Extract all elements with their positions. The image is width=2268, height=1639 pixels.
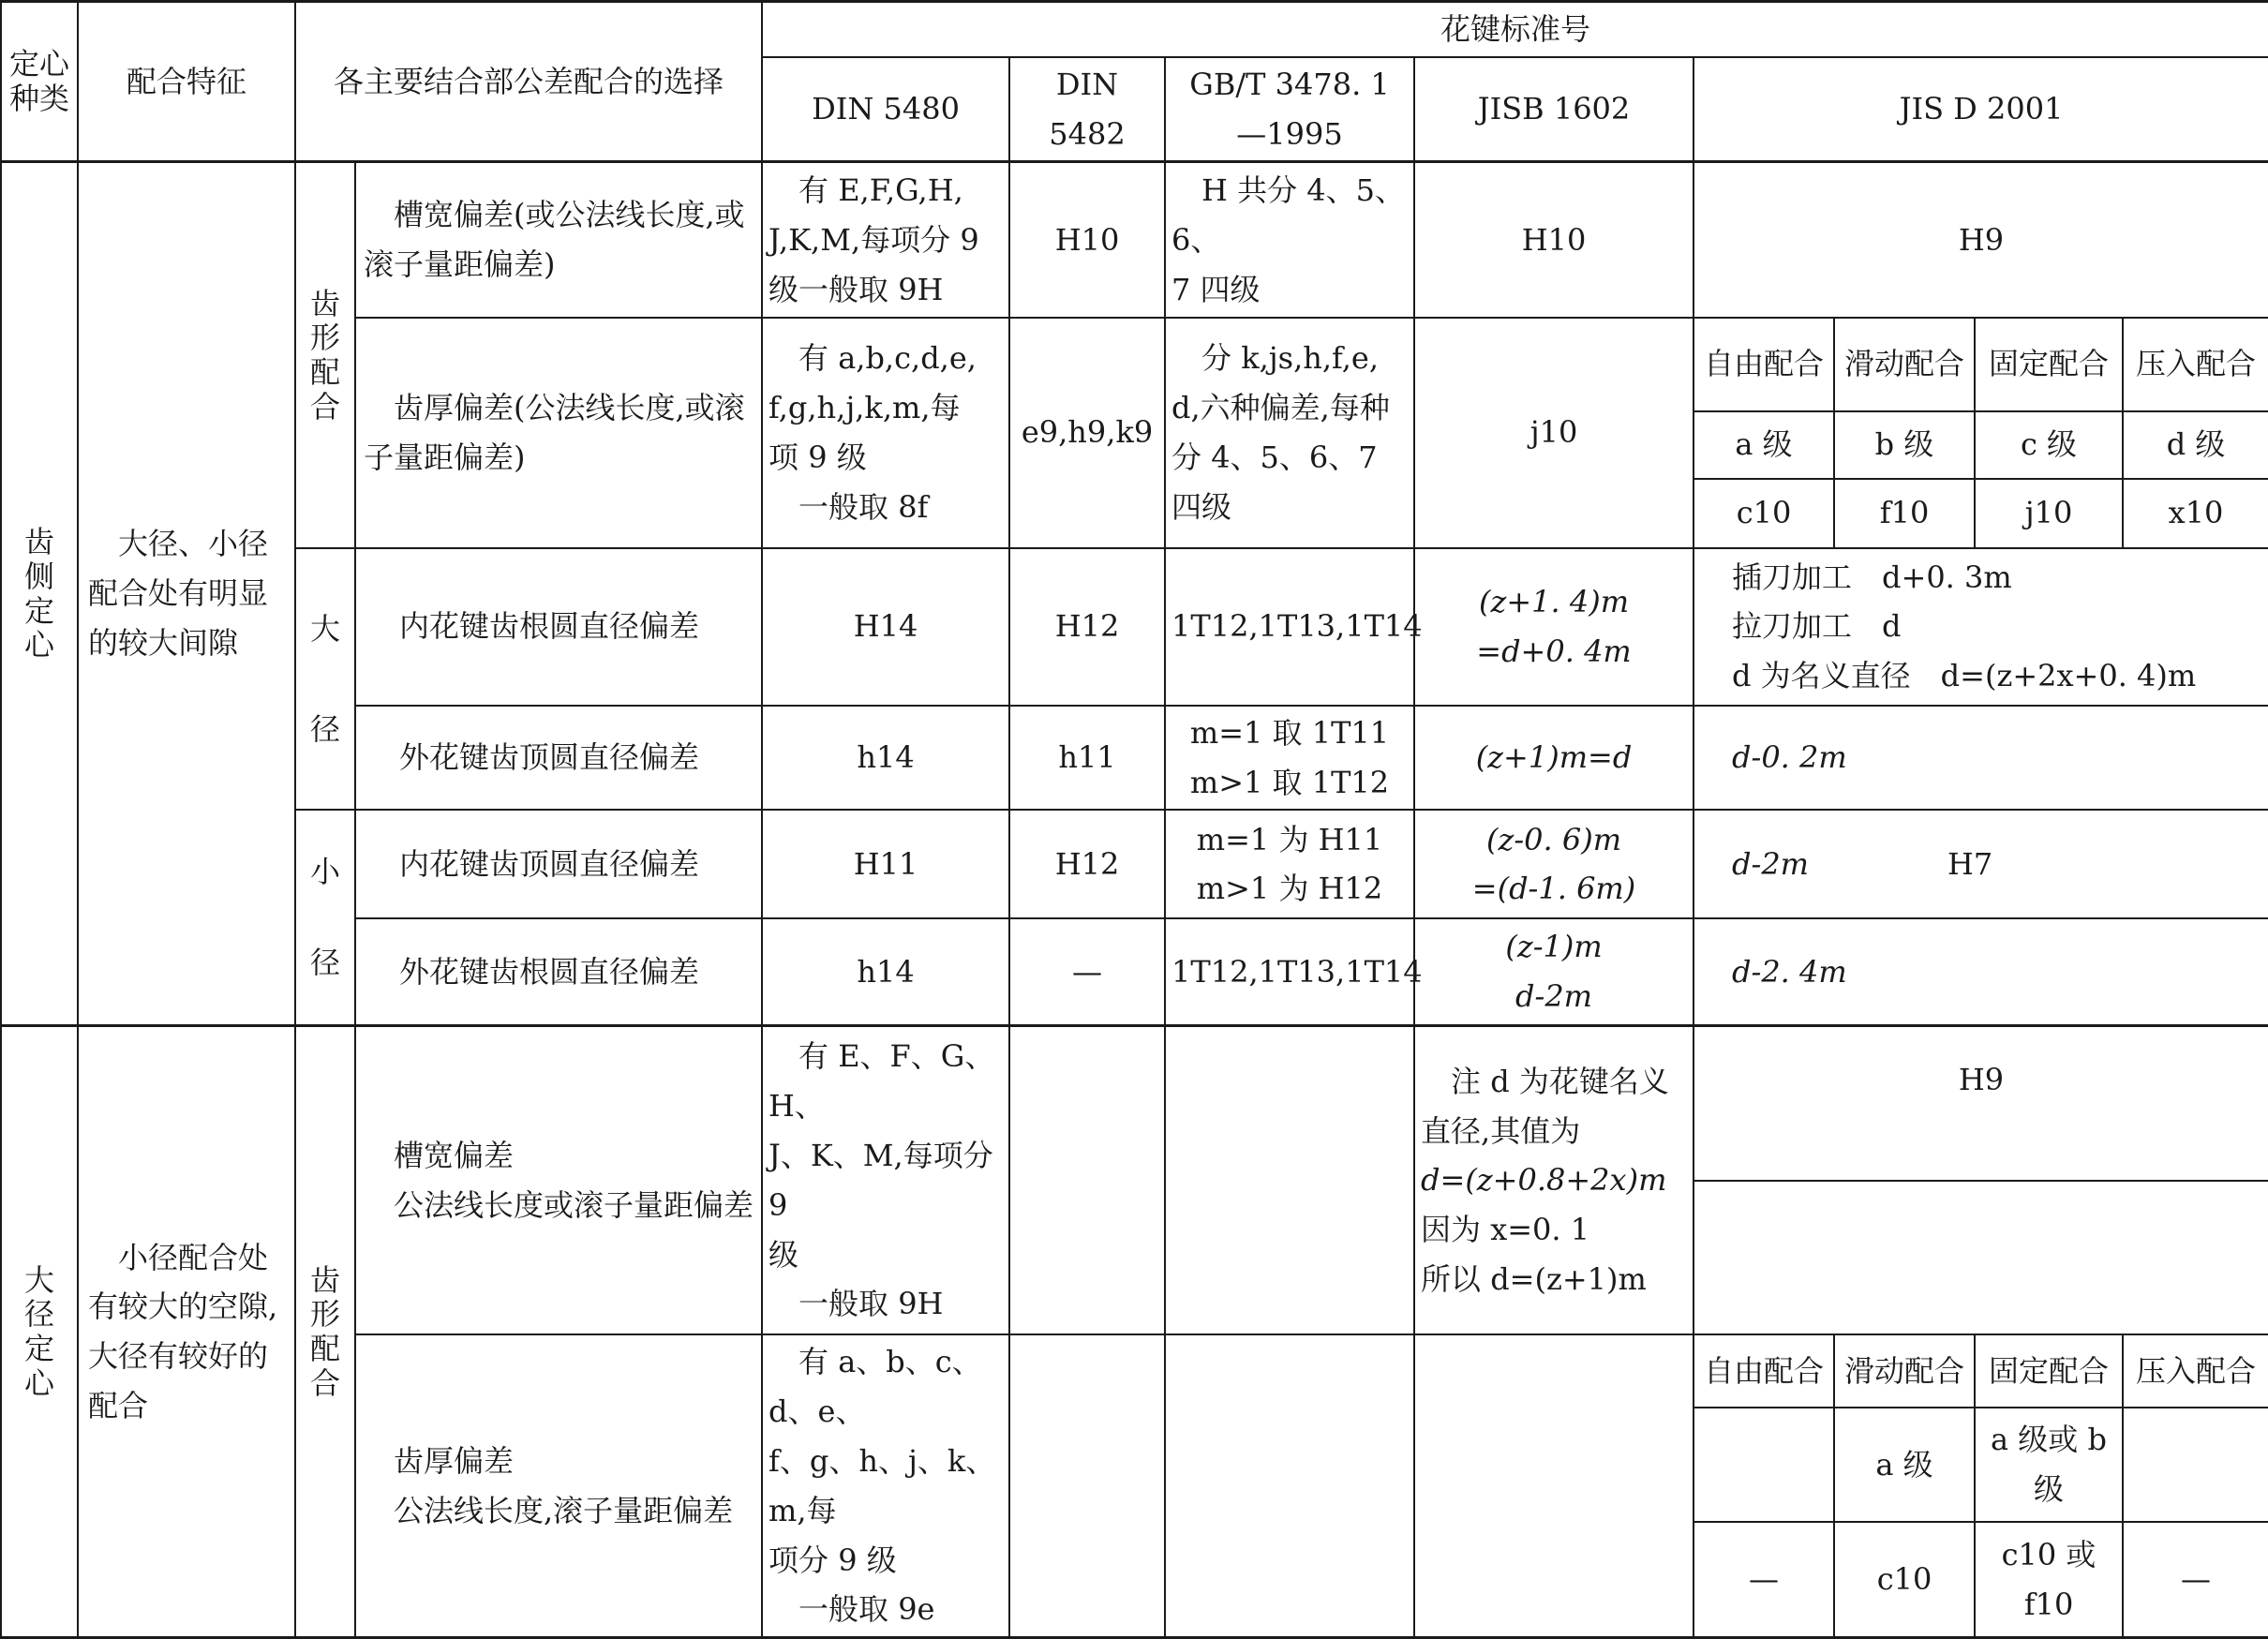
tooth-thickness-din5480: 有 a,b,c,d,e, f,g,h,j,k,m,每 项 9 级 一般取 8f [762, 318, 1009, 548]
inner-tip-jisb: (z-0. 6)m =(d-1. 6m) [1414, 810, 1694, 918]
inner-root-din5482: H12 [1009, 548, 1165, 706]
major-slot-width-jisd: H9 [1694, 1025, 2268, 1181]
slot-width-din5482: H10 [1009, 162, 1165, 318]
major-jisd-sliding-fit-header: 滑动配合 [1834, 1334, 1975, 1407]
major-slot-width-din5482 [1009, 1025, 1165, 1334]
major-tooth-thickness-din5482 [1009, 1334, 1165, 1637]
inner-root-din5480: H14 [762, 548, 1009, 706]
outer-root-jisd: d-2. 4m [1694, 918, 2268, 1025]
major-tooth-thickness-gbt [1165, 1334, 1414, 1637]
outer-root-din5480: h14 [762, 918, 1009, 1025]
jisd-grade-d: d 级 [2123, 411, 2268, 479]
inner-root-jisd: 插刀加工 d+0. 3m 拉刀加工 d d 为名义直径 d=(z+2x+0. 4)m [1694, 548, 2268, 706]
inner-tip-din5482: H12 [1009, 810, 1165, 918]
major-jisb-note: 注 d 为花键名义 直径,其值为 d=(z+0.8+2x)m 因为 x=0. 1 所以 d=(z+1)m [1414, 1025, 1694, 1334]
major-diameter-label: 大 径 [295, 548, 355, 811]
outer-root-jisb: (z-1)m d-2m [1414, 918, 1694, 1025]
jisd-value-c10: c10 [1694, 479, 1834, 548]
inner-tip-jisd: d-2m H7 [1694, 810, 2268, 918]
minor-diameter-label: 小 径 [295, 810, 355, 1025]
jisd-press-fit-header: 压入配合 [2123, 318, 2268, 411]
outer-tip-label: 外花键齿顶圆直径偏差 [355, 706, 762, 811]
major-jisd-press-fit-header: 压入配合 [2123, 1334, 2268, 1407]
inner-root-gbt: 1T12,1T13,1T14 [1165, 548, 1414, 706]
major-slot-width-jisd-empty [1694, 1181, 2268, 1334]
major-jisd-fixed-fit-header: 固定配合 [1975, 1334, 2123, 1407]
major-jisd-value-3: c10 或 f10 [1975, 1522, 2123, 1637]
jisd-value-f10: f10 [1834, 479, 1975, 548]
header-fit-feature: 配合特征 [78, 2, 295, 162]
tooth-thickness-label: 齿厚偏差(公法线长度,或滚子量距偏差) [355, 318, 762, 548]
tooth-fit-label: 齿 形 配 合 [295, 162, 355, 548]
outer-tip-gbt: m=1 取 1T11 m>1 取 1T12 [1165, 706, 1414, 811]
header-din5480: DIN 5480 [762, 57, 1009, 162]
jisd-grade-a: a 级 [1694, 411, 1834, 479]
major-jisd-value-4: — [2123, 1522, 2268, 1637]
major-slot-width-gbt [1165, 1025, 1414, 1334]
slot-width-label: 槽宽偏差(或公法线长度,或滚子量距偏差) [355, 162, 762, 318]
outer-tip-din5482: h11 [1009, 706, 1165, 811]
jisd-value-x10: x10 [2123, 479, 2268, 548]
slot-width-jisd: H9 [1694, 162, 2268, 318]
outer-root-label: 外花键齿根圆直径偏差 [355, 918, 762, 1025]
major-jisd-grade-2: a 级 [1834, 1408, 1975, 1523]
slot-width-din5480: 有 E,F,G,H, J,K,M,每项分 9 级一般取 9H [762, 162, 1009, 318]
outer-root-din5482: — [1009, 918, 1165, 1025]
jisd-sliding-fit-header: 滑动配合 [1834, 318, 1975, 411]
tooth-fit-label-2: 齿 形 配 合 [295, 1025, 355, 1637]
slot-width-jisb: H10 [1414, 162, 1694, 318]
tooth-thickness-gbt: 分 k,js,h,f,e, d,六种偏差,每种 分 4、5、6、7 四级 [1165, 318, 1414, 548]
tooth-thickness-din5482: e9,h9,k9 [1009, 318, 1165, 548]
tooth-thickness-jisb: j10 [1414, 318, 1694, 548]
major-jisd-grade-3: a 级或 b 级 [1975, 1408, 2123, 1523]
jisd-grade-c: c 级 [1975, 411, 2123, 479]
header-jisd2001: JIS D 2001 [1694, 57, 2268, 162]
jisd-grade-b: b 级 [1834, 411, 1975, 479]
inner-root-jisb: (z+1. 4)m =d+0. 4m [1414, 548, 1694, 706]
outer-root-gbt: 1T12,1T13,1T14 [1165, 918, 1414, 1025]
centering-major-label: 大 径 定 心 [1, 1025, 78, 1637]
jisd-fixed-fit-header: 固定配合 [1975, 318, 2123, 411]
major-jisd-value-2: c10 [1834, 1522, 1975, 1637]
header-din5482: DIN 5482 [1009, 57, 1165, 162]
jisd-value-j10: j10 [1975, 479, 2123, 548]
fit-feature-major: 小径配合处有较大的空隙,大径有较好的配合 [78, 1025, 295, 1637]
outer-tip-din5480: h14 [762, 706, 1009, 811]
major-slot-width-din5480: 有 E、F、G、H、 J、K、M,每项分 9 级 一般取 9H [762, 1025, 1009, 1334]
major-tooth-thickness-din5480: 有 a、b、c、d、e、 f、g、h、j、k、m,每 项分 9 级 一般取 9e [762, 1334, 1009, 1637]
header-jisb1602: JISB 1602 [1414, 57, 1694, 162]
major-tooth-thickness-jisb [1414, 1334, 1694, 1637]
header-gbt3478: GB/T 3478. 1 —1995 [1165, 57, 1414, 162]
header-standard-no: 花键标准号 [762, 2, 2268, 57]
inner-tip-din5480: H11 [762, 810, 1009, 918]
centering-side-label: 齿 侧 定 心 [1, 162, 78, 1026]
header-centering-type: 定心种类 [1, 2, 78, 162]
header-selection: 各主要结合部公差配合的选择 [295, 2, 762, 162]
jisd-free-fit-header: 自由配合 [1694, 318, 1834, 411]
major-tooth-thickness-label: 齿厚偏差 公法线长度,滚子量距偏差 [355, 1334, 762, 1637]
inner-tip-gbt: m=1 为 H11 m>1 为 H12 [1165, 810, 1414, 918]
major-jisd-value-1: — [1694, 1522, 1834, 1637]
fit-feature-side: 大径、小径配合处有明显的较大间隙 [78, 162, 295, 1026]
inner-root-label: 内花键齿根圆直径偏差 [355, 548, 762, 706]
outer-tip-jisd: d-0. 2m [1694, 706, 2268, 811]
major-slot-width-label: 槽宽偏差 公法线长度或滚子量距偏差 [355, 1025, 762, 1334]
slot-width-gbt: H 共分 4、5、6、 7 四级 [1165, 162, 1414, 318]
outer-tip-jisb: (z+1)m=d [1414, 706, 1694, 811]
inner-tip-label: 内花键齿顶圆直径偏差 [355, 810, 762, 918]
major-jisd-free-fit-header: 自由配合 [1694, 1334, 1834, 1407]
